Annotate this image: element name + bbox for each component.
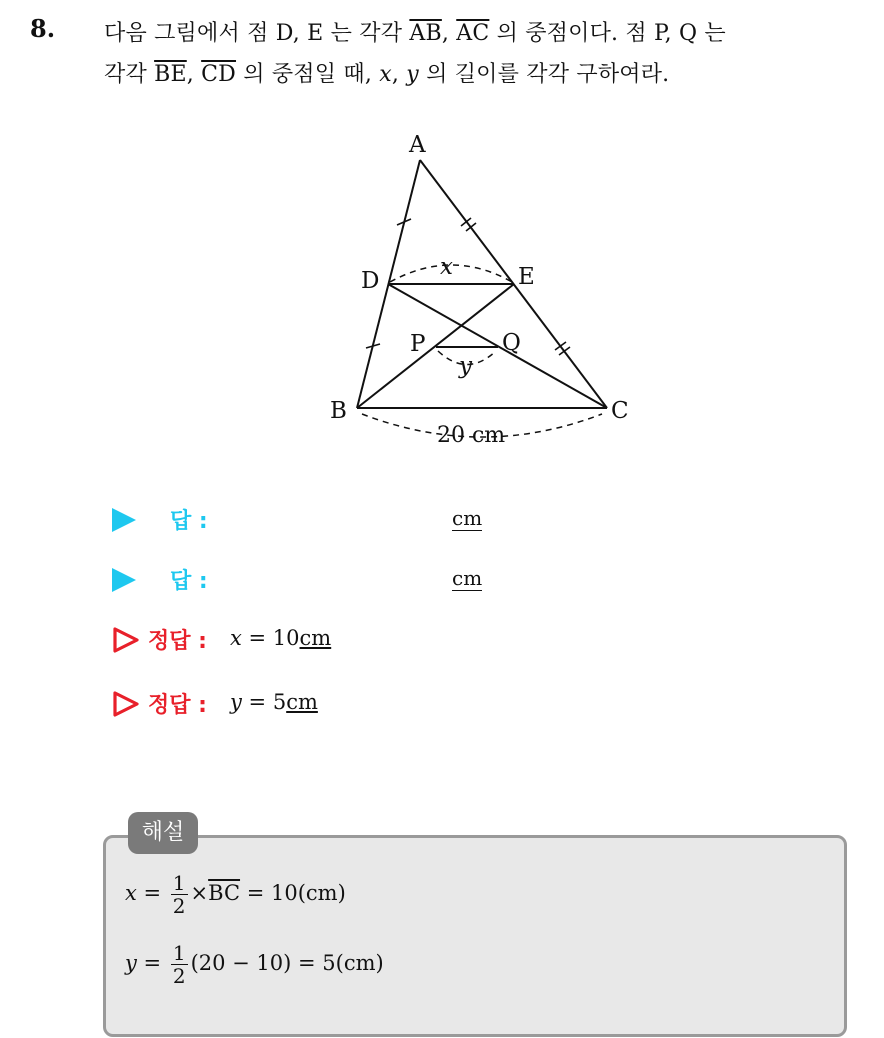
variable-y: y <box>230 690 242 714</box>
label-a: A <box>409 132 426 158</box>
triangle-figure <box>320 120 650 460</box>
label-bc-length: 20 cm <box>437 423 506 448</box>
segment-ab: $\overline{AB}$ <box>409 21 442 46</box>
comma: , <box>441 21 457 46</box>
variable-y: y <box>125 951 137 975</box>
segment-be: $\overline{BE}$ <box>154 62 187 87</box>
label-e: E <box>518 264 535 290</box>
fraction-denominator: 2 <box>172 894 186 918</box>
explanation-equation-2 <box>125 942 384 987</box>
answer-row-2 <box>112 564 512 598</box>
segment-ac: $\overline{AC}$ <box>456 21 490 46</box>
comma: , <box>186 62 202 87</box>
explanation-equation-1 <box>125 872 346 917</box>
label-x: x <box>440 254 453 280</box>
correct-answer-value <box>230 690 318 714</box>
tick-ec-1 <box>555 342 566 350</box>
fraction-denominator: 2 <box>172 964 186 988</box>
equation-result: (20 − 10) = 5(cm) <box>190 951 384 975</box>
variable-x: x <box>125 881 137 905</box>
outline-triangle-icon <box>112 690 140 718</box>
label-q: Q <box>502 330 521 356</box>
correct-answer-row-2 <box>112 688 412 722</box>
question-text: 의 중점일 때, <box>236 62 380 87</box>
unit-cm: cm <box>286 690 318 714</box>
question-text: 다음 그림에서 점 D, E 는 각각 <box>104 21 410 46</box>
correct-answer-label: 정답 : <box>148 629 207 654</box>
answer-blank-1[interactable]: cm <box>452 506 483 530</box>
answer-label: 답 : <box>170 569 208 594</box>
outline-triangle-icon <box>112 626 140 654</box>
equation-value: = 5 <box>241 690 287 714</box>
question-text-line1 <box>104 16 726 47</box>
play-triangle-icon <box>112 508 136 532</box>
label-b: B <box>330 398 347 424</box>
fraction-numerator: 1 <box>172 871 186 895</box>
equation-result: = 10(cm) <box>240 881 346 905</box>
times-sign: × <box>190 881 209 905</box>
answer-row-1 <box>112 504 512 538</box>
correct-answer-row-1 <box>112 624 412 658</box>
answer-label: 답 : <box>170 509 208 534</box>
variable-x: x <box>230 626 242 650</box>
question-text: 의 길이를 각각 구하여라. <box>418 62 670 87</box>
variable-y: y <box>406 62 419 87</box>
correct-answer-value <box>230 626 331 650</box>
fraction-numerator: 1 <box>172 941 186 965</box>
unit-cm: cm <box>299 626 332 650</box>
segment-cd: $\overline{CD}$ <box>201 62 237 87</box>
question-number: 8. <box>30 14 56 43</box>
question-text-line2 <box>104 57 669 88</box>
explanation-box <box>103 835 847 1037</box>
explanation-tab: 해설 <box>128 812 198 854</box>
label-y: y <box>459 353 472 379</box>
label-c: C <box>611 398 629 424</box>
question-text: 각각 <box>104 62 155 87</box>
comma: , <box>391 62 407 87</box>
tick-ec-2 <box>559 347 570 355</box>
label-p: P <box>410 331 426 357</box>
label-d: D <box>361 268 380 294</box>
segment-bc: $\overline{BC}$ <box>208 881 241 905</box>
play-triangle-icon <box>112 568 136 592</box>
question-text: 의 중점이다. 점 P, Q 는 <box>489 21 726 46</box>
fraction-one-half <box>171 872 188 917</box>
equals-sign: = <box>136 951 168 975</box>
correct-answer-label: 정답 : <box>148 693 207 718</box>
variable-x: x <box>379 62 392 87</box>
fraction-one-half <box>171 942 188 987</box>
equation-value: = 10 <box>241 626 300 650</box>
answer-blank-2[interactable]: cm <box>452 566 483 590</box>
equals-sign: = <box>136 881 168 905</box>
